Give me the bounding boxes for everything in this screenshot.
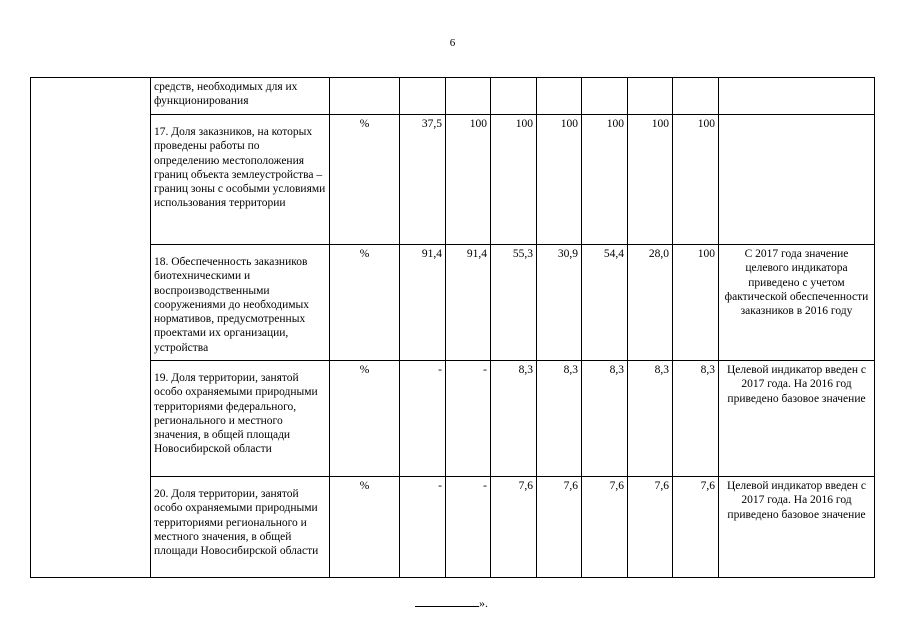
table-row [31,115,875,245]
indicator-name: 18. Обеспеченность заказников биотехническими и воспроизводственными сооружениями до необходимых нормативов, предусмотренных проектами их организации, устройства [151,245,330,361]
value-cell: 7,6 [582,477,628,578]
value-cell: 8,3 [673,361,719,477]
signature-line [415,595,479,607]
value-cell: 8,3 [628,361,673,477]
value-cell: 8,3 [491,361,537,477]
note-cell: Целевой индикатор введен с 2017 года. На 2016 год приведено базовое значение [719,361,875,477]
indicator-name: 20. Доля территории, занятой особо охраняемыми природными территориями регионального и местного значения, в общей площади Новосибирской области [151,477,330,578]
table-row [31,245,875,361]
unit-cell: % [330,115,400,245]
value-cell: 8,3 [582,361,628,477]
value-cell: 7,6 [491,477,537,578]
value-cell [446,78,491,115]
note-cell: Целевой индикатор введен с 2017 года. На 2016 год приведено базовое значение [719,477,875,578]
indicator-name: 19. Доля территории, занятой особо охраняемыми природными территориями федерального, регионального и местного значения, в общей площади Новосибирской области [151,361,330,477]
merged-blank-cell [31,78,151,578]
value-cell: 7,6 [673,477,719,578]
unit-cell [330,78,400,115]
value-cell: 100 [582,115,628,245]
unit-cell: % [330,477,400,578]
value-cell: 100 [491,115,537,245]
page-number: 6 [449,37,456,49]
value-cell: 28,0 [628,245,673,361]
note-cell [719,115,875,245]
value-cell: - [446,477,491,578]
indicator-name: средств, необходимых для их функционирования [151,78,330,115]
value-cell: - [400,361,446,477]
closing-quote: ». [479,596,488,610]
value-cell: 8,3 [537,361,582,477]
note-cell [719,78,875,115]
table-row [31,477,875,578]
value-cell: 100 [537,115,582,245]
table-row [31,78,875,115]
value-cell [673,78,719,115]
value-cell: 100 [673,115,719,245]
value-cell [491,78,537,115]
indicators-table [30,77,875,578]
value-cell: 91,4 [446,245,491,361]
value-cell: 37,5 [400,115,446,245]
value-cell [400,78,446,115]
unit-cell: % [330,245,400,361]
value-cell [628,78,673,115]
value-cell: 7,6 [628,477,673,578]
value-cell: 100 [628,115,673,245]
value-cell [537,78,582,115]
table-row [31,361,875,477]
value-cell: 54,4 [582,245,628,361]
value-cell: 7,6 [537,477,582,578]
value-cell: 55,3 [491,245,537,361]
unit-cell: % [330,361,400,477]
value-cell: - [446,361,491,477]
value-cell: 100 [446,115,491,245]
value-cell: 100 [673,245,719,361]
value-cell: 91,4 [400,245,446,361]
document-closing [415,595,488,611]
value-cell: 30,9 [537,245,582,361]
note-cell: С 2017 года значение целевого индикатора приведено с учетом фактической обеспеченности заказников в 2016 году [719,245,875,361]
indicator-name: 17. Доля заказников, на которых проведены работы по определению местоположения границ объекта землеустройства – границ зоны с особыми условиями использования территории [151,115,330,245]
value-cell: - [400,477,446,578]
value-cell [582,78,628,115]
